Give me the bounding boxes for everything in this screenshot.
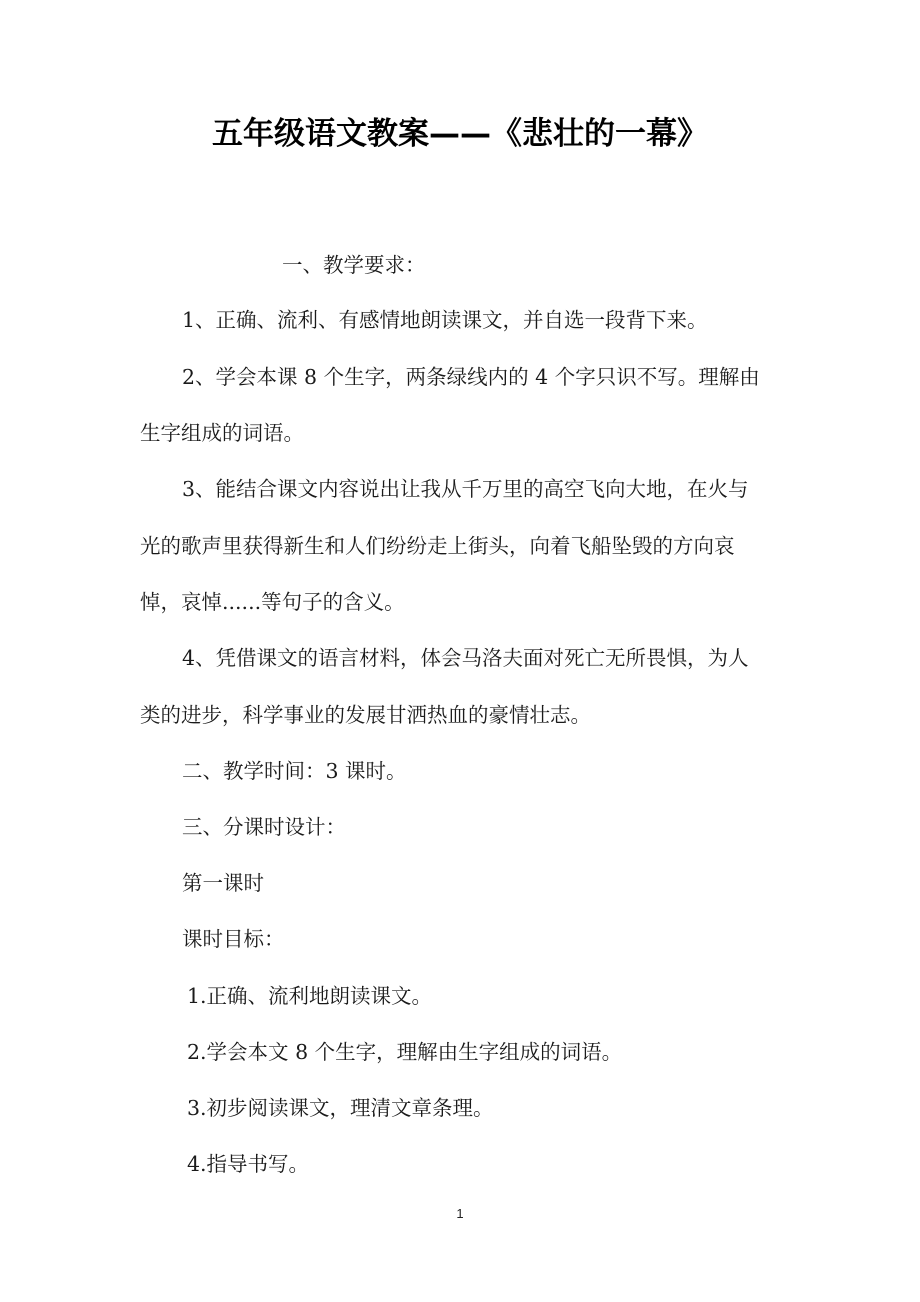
requirement-4-line-2: 类的进步，科学事业的发展甘洒热血的豪情壮志。 [140, 703, 591, 727]
design-heading: 三、分课时设计： [182, 815, 346, 839]
requirement-4-line-1: 4、凭借课文的语言材料，体会马洛夫面对死亡无所畏惧，为人 [182, 646, 749, 670]
time-heading: 二、教学时间：3 课时。 [182, 759, 407, 783]
page-number: 1 [456, 1206, 464, 1221]
requirement-1-line-1: 1、正确、流利、有感情地朗读课文，并自选一段背下来。 [182, 308, 708, 332]
requirement-2-line-2: 生字组成的词语。 [140, 421, 304, 445]
lesson-goal-1: 1.正确、流利地朗读课文。 [187, 984, 433, 1008]
requirement-2-line-1: 2、学会本课 8 个生字，两条绿线内的 4 个字只识不写。理解由 [182, 365, 760, 389]
requirement-3-line-1: 3、能结合课文内容说出让我从千万里的高空飞向大地，在火与 [182, 477, 749, 501]
document-title: 五年级语文教案——《悲壮的一幕》 [212, 116, 708, 152]
lesson-goal-3: 3.初步阅读课文，理清文章条理。 [187, 1096, 494, 1120]
lesson-goal-4: 4.指导书写。 [187, 1152, 310, 1176]
lesson-goal-2: 2.学会本文 8 个生字，理解由生字组成的词语。 [187, 1040, 623, 1064]
requirements-heading: 一、教学要求： [282, 253, 426, 277]
requirement-3-line-3: 悼，哀悼......等句子的含义。 [140, 590, 405, 614]
lesson-one-label: 第一课时 [182, 871, 264, 895]
lesson-goals-label: 课时目标： [182, 927, 285, 951]
requirement-3-line-2: 光的歌声里获得新生和人们纷纷走上街头，向着飞船坠毁的方向哀 [140, 534, 735, 558]
